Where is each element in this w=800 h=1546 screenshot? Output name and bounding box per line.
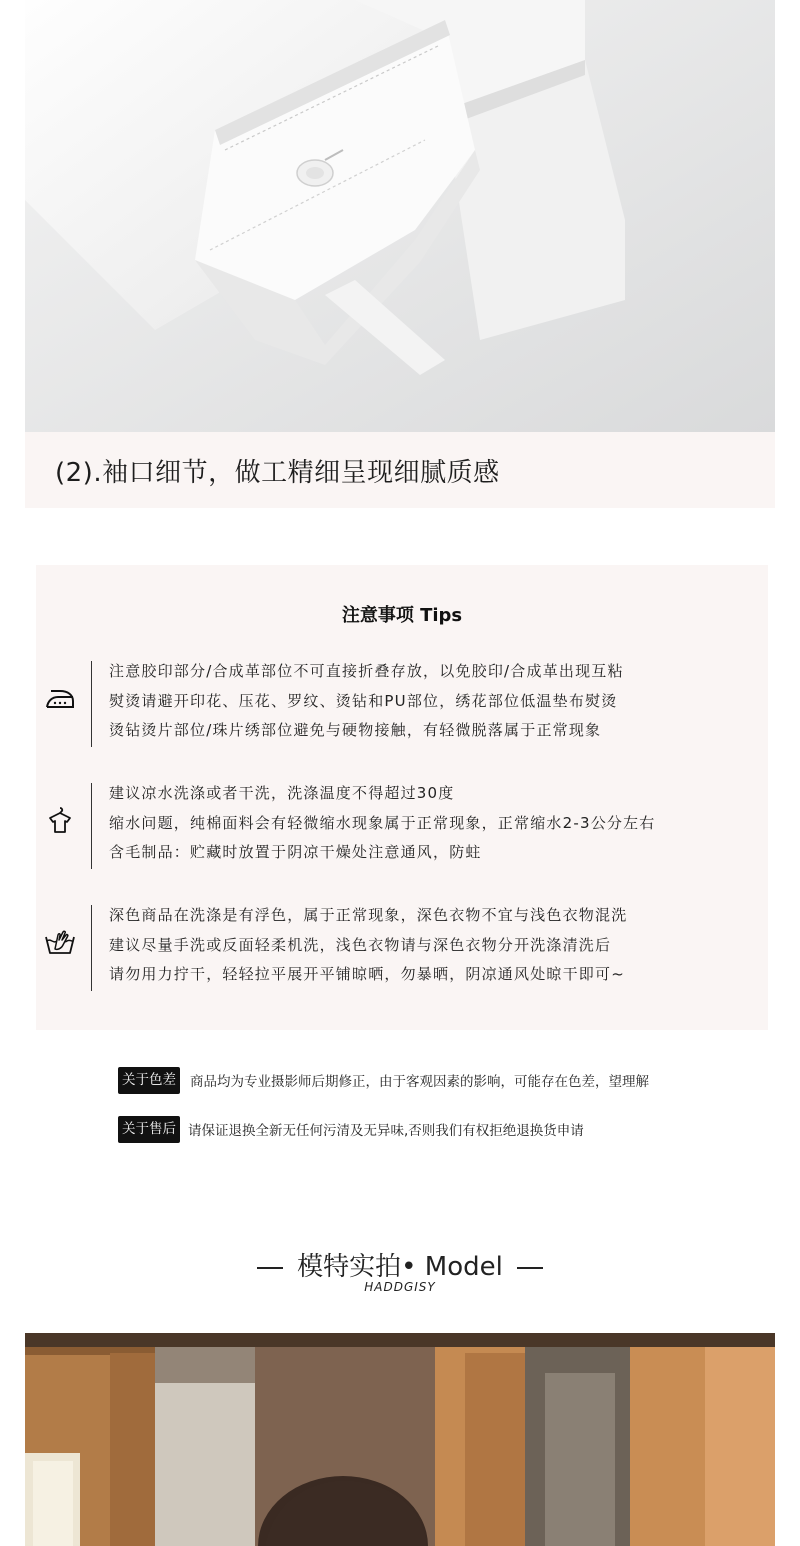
tip-divider xyxy=(91,783,92,869)
hanging-shirt-icon xyxy=(44,805,76,835)
tip-line: 注意胶印部分/合成革部位不可直接折叠存放，以免胶印/合成革出现互粘 xyxy=(109,662,624,680)
tip-line: 请勿用力拧干，轻轻拉平展开平铺晾晒，勿暴晒，阴凉通风处晾干即可~ xyxy=(109,965,625,983)
caption-band xyxy=(25,432,775,508)
shirt-cuff-photo xyxy=(25,0,775,432)
heading-dash xyxy=(517,1267,543,1269)
brand-subtitle: HADDGISY xyxy=(364,1280,436,1294)
model-photo xyxy=(25,1333,775,1546)
tip-line: 建议凉水洗涤或者干洗，洗涤温度不得超过30度 xyxy=(109,784,455,802)
care-tips-card xyxy=(36,565,768,1030)
model-section-heading xyxy=(0,1246,800,1283)
cuff-caption: (2).袖口细节，做工精细呈现细腻质感 xyxy=(55,458,500,488)
after-sales-notice xyxy=(118,1115,584,1143)
tip-line: 烫钻烫片部位/珠片绣部位避免与硬物接触，有轻微脱落属于正常现象 xyxy=(109,721,602,739)
tip-lines xyxy=(109,779,656,868)
tip-line: 建议尽量手洗或反面轻柔机洗，浅色衣物请与深色衣物分开洗涤清洗后 xyxy=(109,935,612,954)
tip-lines xyxy=(109,657,624,746)
color-difference-notice xyxy=(118,1066,649,1094)
tip-line: 深色商品在洗涤是有浮色，属于正常现象，深色衣物不宜与浅色衣物混洗 xyxy=(109,906,628,924)
model-section-title: 模特实拍• Model xyxy=(297,1252,503,1282)
color-difference-text: 商品均为专业摄影师后期修正，由于客观因素的影响，可能存在色差，望理解 xyxy=(190,1074,649,1090)
tip-divider xyxy=(91,905,92,991)
iron-icon xyxy=(44,685,76,715)
tip-divider xyxy=(91,661,92,747)
tip-line: 熨烫请避开印花、压花、罗纹、烫钻和PU部位，绣花部位低温垫布熨烫 xyxy=(109,691,618,710)
after-sales-badge: 关于售后 xyxy=(118,1116,180,1143)
hand-wash-icon xyxy=(44,927,76,957)
heading-dash xyxy=(257,1267,283,1269)
tip-line: 缩水问题，纯棉面料会有轻微缩水现象属于正常现象，正常缩水2-3公分左右 xyxy=(109,813,656,832)
tip-line: 含毛制品：贮藏时放置于阴凉干燥处注意通风，防蛀 xyxy=(109,843,482,861)
tip-lines xyxy=(109,901,627,990)
after-sales-text: 请保证退换全新无任何污清及无异味,否则我们有权拒绝退换货申请 xyxy=(188,1123,584,1139)
tips-title: 注意事项 Tips xyxy=(341,605,463,626)
color-difference-badge: 关于色差 xyxy=(118,1067,180,1094)
